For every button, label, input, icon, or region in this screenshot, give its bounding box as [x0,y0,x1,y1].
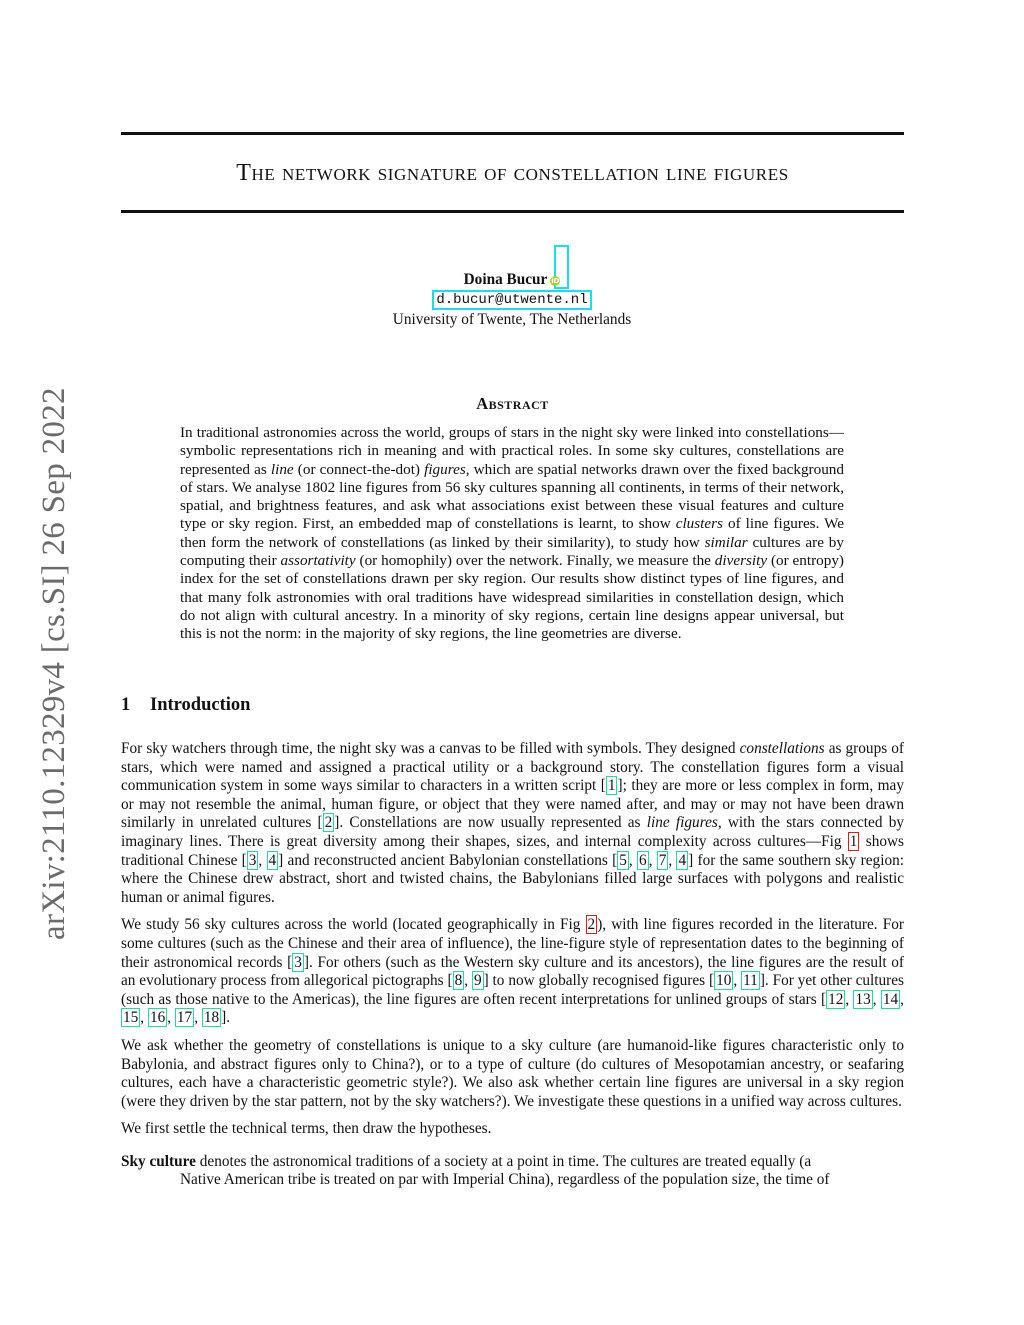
citation-link[interactable]: 13 [855,990,871,1008]
citation-link[interactable]: 10 [716,972,732,990]
citation-link[interactable]: 18 [203,1009,220,1027]
introduction-body [121,740,904,1190]
author-affiliation: University of Twente, The Netherlands [392,311,632,328]
citation-link[interactable]: 4 [268,851,277,869]
citation-link[interactable]: 15 [123,1009,139,1027]
citation-link[interactable]: 11 [743,972,758,990]
citation-link[interactable]: 4 [678,851,687,869]
citation-link[interactable]: 7 [658,851,667,869]
title-top-rule [121,132,904,135]
citation-link[interactable]: 5 [619,851,627,869]
citation-link[interactable]: 3 [294,953,302,971]
intro-paragraph-4: We first settle the technical terms, then draw the hypotheses. [121,1120,492,1138]
citation-link[interactable]: 12 [828,990,844,1008]
citation-link[interactable]: 9 [473,972,482,990]
author-block [300,270,724,329]
intro-paragraph-1: For sky watchers through time, the night sky was a canvas to be filled with symbols. They designed constellations as groups of stars, which were named and assigned a practical utility or a background story. The constellation figures form a visual communication system in some ways similar to characters in a written script [ 1 ]; they are more or less complex in form, may or may not resemble the animal, human figure, or object that they were named after, and may or may not have been drawn similarly in unrelated cultures [ 2 ]. Constellations are now usually represented as line figures, with the stars connected by imaginary lines. There is great diversity among their shapes, sizes, and internal complexity across cultures—Fig 1 shows traditional Chinese [ 3 , 4 ] and reconstructed ancient Babylonian constellations [ 5 , 6 , 7 , 4 ] for the same southern sky region: where the Chinese drew abstract, short and twisted chains, the Babylonians filled large surfaces with polygons and realistic human or animal figures. [121,740,904,906]
figure-link[interactable]: 2 [587,916,596,934]
definition-term: Sky culture [121,1152,196,1170]
abstract-text: In traditional astronomies across the world, groups of stars in the night sky were linked into constellations—symbolic representations rich in meaning and with practical roles. In some sky cultures, constellations are represented as line (or connect-the-dot) figures, which are spatial networks drawn over the fixed background of stars. We analyse 1802 line figures from 56 sky cultures spanning all continents, in terms of their network, spatial, and brightness features, and ask what associations exist between these visual features and culture type or sky region. First, an embedded map of constellations is learnt, to show clusters of line figures. We then form the network of constellations (as linked by their similarity), to study how similar cultures are by computing their assortativity (or homophily) over the network. Finally, we measure the diversity (or entropy) index for the set of constellations drawn per sky region. Our results show distinct types of line figures, and that many folk astronomies with oral traditions have widespread similarities in constellation design, which do not align with cultural ancestry. In a minority of sky regions, certain line designs appear universal, but this is not the norm: in the majority of sky regions, the line geometries are diverse. [180,424,844,643]
citation-link[interactable]: 14 [882,990,899,1008]
definition-sky-culture: Sky culture denotes the astronomical traditions of a society at a point in time. The cultures are treated equally (a Native American tribe is treated on par with Imperial China), regardless of the population size, the time of [121,1152,830,1189]
section-heading-introduction [121,695,250,716]
author-email-link[interactable]: d.bucur@utwente.nl [432,290,591,310]
citation-link[interactable]: 6 [638,851,647,869]
citation-link[interactable]: 3 [248,851,257,869]
arxiv-identifier: arXiv:2110.12329v4 [cs.SI] 26 Sep 2022 [36,387,72,940]
citation-link[interactable]: 8 [454,972,463,990]
abstract-heading: Abstract [476,394,549,413]
section-number: 1 [121,695,131,715]
citation-link[interactable]: 2 [324,814,333,832]
citation-link[interactable]: 17 [176,1009,193,1027]
title-bottom-rule [121,210,904,213]
orcid-icon[interactable]: iD [551,277,560,285]
citation-link[interactable]: 1 [607,777,616,795]
author-name: Doina Bucur [463,271,548,288]
citation-link[interactable]: 16 [149,1009,166,1027]
figure-link[interactable]: 1 [849,832,858,850]
paper-title: The network signature of constellation line figures [236,160,789,186]
intro-paragraph-2: We study 56 sky cultures across the world (located geographically in Fig 2 ), with line figures recorded in the literature. For some cultures (such as the Chinese and their area of influence), the line-figure style of representation dates to the beginning of their astronomical records [ 3 ]. For others (such as the Western sky culture and its ancestors), the line figures are the result of an evolutionary process from allegorical pictographs [ 8 , 9 ] to now globally recognised figures [ 10 , 11 ]. For yet other cultures (such as those native to the Americas), the line figures are often recent interpretations for unlined groups of stars [ 12 , 13 , 14 , 15 , 16 , 17 , 18 ]. [121,916,905,1027]
section-title: Introduction [150,695,251,715]
intro-paragraph-3: We ask whether the geometry of constellations is unique to a sky culture (are humanoid-like figures characteristic only to Babylonia, and abstract figures only to China?), or to a type of culture (do cultures of Mesopotamian ancestry, or seafaring cultures, each have a characteristic geometric style?). We also ask whether certain line figures are universal in a sky region (were they driven by the star pattern, not by the sky watchers?). We investigate these questions in a unified way across cultures. [121,1036,904,1110]
